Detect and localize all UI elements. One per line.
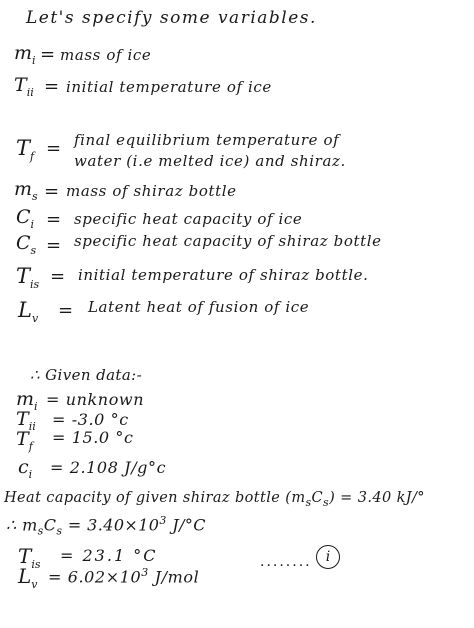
mscs-line: ∴ $m_sC_s = 3.40\times 10^3$ J/°C (6, 514, 206, 538)
dots: ........ (260, 554, 312, 570)
heat-capacity-line: Heat capacity of given shiraz bottle $(m_sC_s) = 3.40$ kJ/° (4, 490, 425, 509)
equation-marker: i (316, 545, 340, 569)
page-title: Let's specify some variables. (26, 8, 317, 28)
given-heading: ∴ Given data:- (30, 366, 143, 384)
